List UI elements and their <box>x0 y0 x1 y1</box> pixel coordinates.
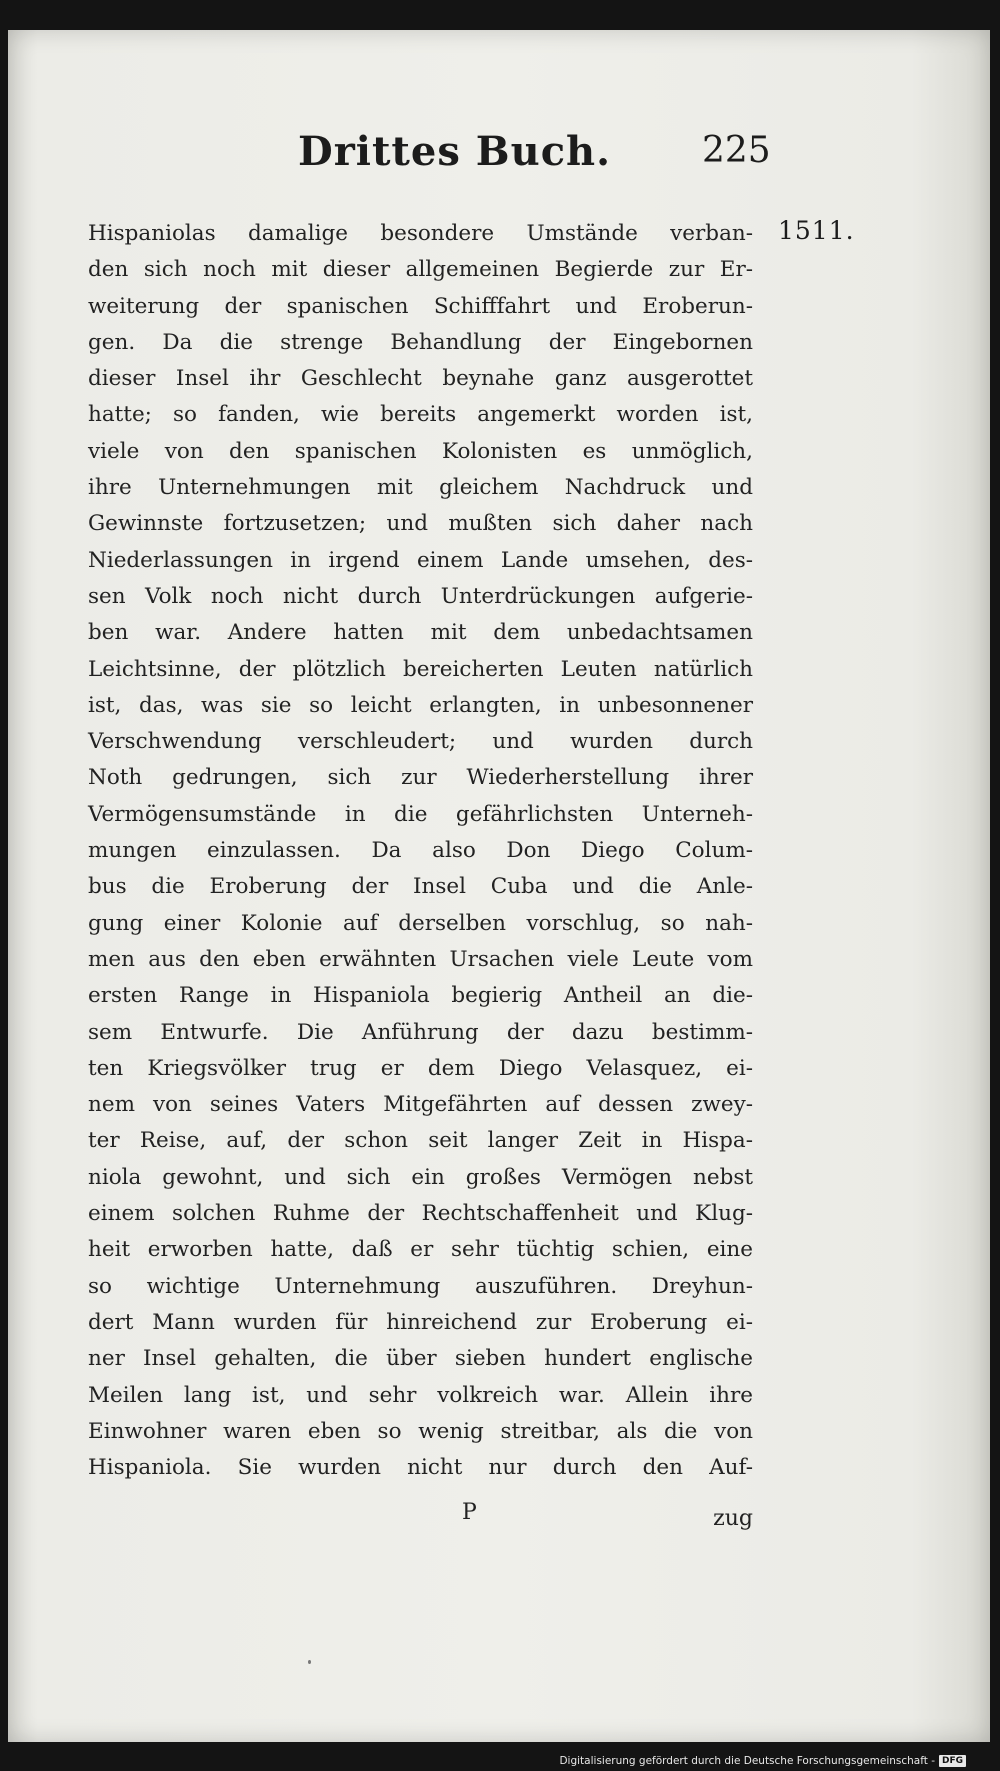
credit-text: Digitalisierung gefördert durch die Deutsche Forschungsgemeinschaft - <box>559 1755 935 1767</box>
text-line: sen Volk noch nicht durch Unterdrückungen aufgerie- <box>88 583 753 609</box>
text-line: viele von den spanischen Kolonisten es unmöglich, <box>88 438 753 464</box>
text-line: ihre Unternehmungen mit gleichem Nachdruck und <box>88 475 753 501</box>
text-line: niola gewohnt, und sich ein großes Vermögen nebst <box>88 1164 753 1190</box>
text-line: gung einer Kolonie auf derselben vorschlug, so nah- <box>88 910 753 936</box>
body-text <box>88 216 753 1486</box>
text-line: ten Kriegsvölker trug er dem Diego Velasquez, ei- <box>88 1055 753 1081</box>
text-line: mungen einzulassen. Da also Don Diego Colum- <box>88 838 753 864</box>
book-page <box>8 30 990 1742</box>
text-line: Niederlassungen in irgend einem Lande umsehen, des- <box>88 547 753 573</box>
text-line: Leichtsinne, der plötzlich bereicherten Leuten natürlich <box>88 656 753 682</box>
text-line: ersten Range in Hispaniola begierig Antheil an die- <box>88 983 753 1009</box>
text-line: Gewinnste fortzusetzen; und mußten sich daher nach <box>88 511 753 537</box>
text-line: gen. Da die strenge Behandlung der Eingebornen <box>88 329 753 355</box>
text-line: nem von seines Vaters Mitgefährten auf dessen zwey- <box>88 1092 753 1118</box>
text-line: so wichtige Unternehmung auszuführen. Dreyhun- <box>88 1273 753 1299</box>
dfg-logo: DFG <box>939 1755 966 1767</box>
text-line: heit erworben hatte, daß er sehr tüchtig schien, eine <box>88 1237 753 1263</box>
text-line: ner Insel gehalten, die über sieben hundert englische <box>88 1346 753 1372</box>
text-line: bus die Eroberung der Insel Cuba und die Anle- <box>88 874 753 900</box>
text-line: Verschwendung verschleudert; und wurden durch <box>88 729 753 755</box>
page-footer-marks <box>88 1500 753 1540</box>
text-line: Hispaniola. Sie wurden nicht nur durch den Auf- <box>88 1455 753 1481</box>
text-line: men aus den eben erwähnten Ursachen viele Leute vom <box>88 946 753 972</box>
text-line: hatte; so fanden, wie bereits angemerkt worden ist, <box>88 402 753 428</box>
text-line: Einwohner waren eben so wenig streitbar, als die von <box>88 1418 753 1444</box>
text-line: einem solchen Ruhme der Rechtschaffenheit und Klug- <box>88 1201 753 1227</box>
text-line: dert Mann wurden für hinreichend zur Eroberung ei- <box>88 1309 753 1335</box>
text-line: weiterung der spanischen Schifffahrt und Eroberun- <box>88 293 753 319</box>
running-title: Drittes Buch. <box>298 128 612 175</box>
text-line: dieser Insel ihr Geschlecht beynahe ganz ausgerottet <box>88 366 753 392</box>
text-line: Vermögensumstände in die gefährlichsten Unterneh- <box>88 801 753 827</box>
signature-mark: P <box>462 1500 477 1525</box>
margin-year-note: 1511. <box>778 216 855 245</box>
paper-speck <box>308 1660 311 1664</box>
text-line: Hispaniolas damalige besondere Umstände verban- <box>88 221 753 246</box>
text-line: Meilen lang ist, und sehr volkreich war. Allein ihre <box>88 1382 753 1408</box>
text-line: sem Entwurfe. Die Anführung der dazu bestimm- <box>88 1019 753 1045</box>
page-number: 225 <box>702 130 771 171</box>
text-line: Noth gedrungen, sich zur Wiederherstellung ihrer <box>88 765 753 791</box>
text-line: den sich noch mit dieser allgemeinen Begierde zur Er- <box>88 257 753 283</box>
text-line: ben war. Andere hatten mit dem unbedachtsamen <box>88 620 753 646</box>
catchword: zug <box>713 1506 753 1531</box>
text-line: ter Reise, auf, der schon seit langer Zeit in Hispa- <box>88 1128 753 1154</box>
digitization-credit <box>559 1755 966 1767</box>
text-line: ist, das, was sie so leicht erlangten, in unbesonnener <box>88 692 753 718</box>
